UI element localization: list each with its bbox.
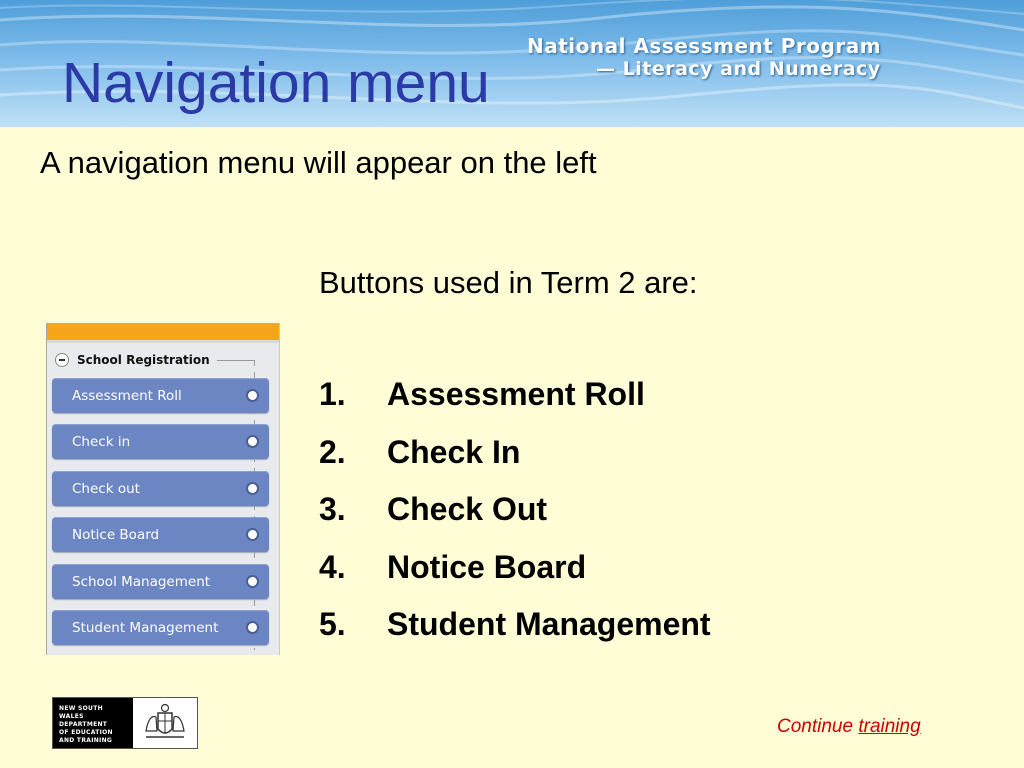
nav-item-label: School Management: [72, 573, 211, 590]
nav-item-label: Check in: [72, 433, 131, 450]
radio-dot-icon: [246, 389, 259, 402]
logo-line: NEW SOUTH WALES: [59, 705, 103, 720]
nav-top-bar: [47, 323, 279, 340]
coat-of-arms-icon: [133, 698, 197, 748]
nav-group-header[interactable]: [55, 350, 210, 370]
nav-item-assessment-roll[interactable]: [52, 378, 269, 413]
brand-title-line1: National Assessment Program: [527, 34, 882, 58]
list-number: 2.: [319, 433, 346, 470]
nav-group-label: School Registration: [77, 353, 210, 367]
list-item: [319, 596, 711, 654]
page-title: Navigation menu: [62, 51, 490, 115]
brand-title-line2: — Literacy and Numeracy: [596, 58, 881, 80]
list-number: 3.: [319, 491, 346, 528]
logo-line: DEPARTMENT: [59, 721, 108, 728]
radio-dot-icon: [246, 482, 259, 495]
list-label: Check Out: [387, 491, 548, 528]
list-label: Student Management: [387, 606, 711, 643]
radio-dot-icon: [246, 621, 259, 634]
nav-divider: [47, 340, 279, 343]
list-number: 1.: [319, 376, 346, 413]
nav-item-notice-board[interactable]: [52, 517, 269, 552]
list-item: [319, 366, 711, 424]
list-item: [319, 481, 711, 539]
nav-item-label: Student Management: [72, 619, 219, 636]
logo-text-block: [53, 698, 133, 748]
list-number: 5.: [319, 606, 346, 643]
radio-dot-icon: [246, 528, 259, 541]
logo-line: AND TRAINING: [59, 737, 113, 744]
list-item: [319, 539, 711, 597]
nsw-det-logo: [52, 697, 198, 749]
nav-item-label: Check out: [72, 480, 140, 497]
training-link[interactable]: training: [858, 716, 921, 737]
list-label: Check In: [387, 433, 521, 470]
nav-group-rule: [217, 360, 255, 361]
nav-item-student-management[interactable]: [52, 610, 269, 645]
buttons-list: [319, 366, 711, 654]
continue-label: Continue: [777, 716, 854, 737]
collapse-icon[interactable]: [55, 353, 69, 367]
list-item: [319, 424, 711, 482]
list-number: 4.: [319, 548, 346, 585]
nav-item-check-out[interactable]: [52, 471, 269, 506]
nav-item-check-in[interactable]: [52, 424, 269, 459]
nav-item-label: Notice Board: [72, 526, 160, 543]
radio-dot-icon: [246, 575, 259, 588]
nav-item-label: Assessment Roll: [72, 387, 182, 404]
list-label: Assessment Roll: [387, 376, 645, 413]
nav-item-school-management[interactable]: [52, 564, 269, 599]
subtitle: A navigation menu will appear on the left: [40, 145, 597, 180]
radio-dot-icon: [246, 435, 259, 448]
continue-footer: [777, 716, 921, 738]
list-label: Notice Board: [387, 548, 587, 585]
logo-line: OF EDUCATION: [59, 729, 113, 736]
navigation-menu-screenshot: [46, 323, 280, 655]
buttons-intro: Buttons used in Term 2 are:: [319, 265, 698, 300]
